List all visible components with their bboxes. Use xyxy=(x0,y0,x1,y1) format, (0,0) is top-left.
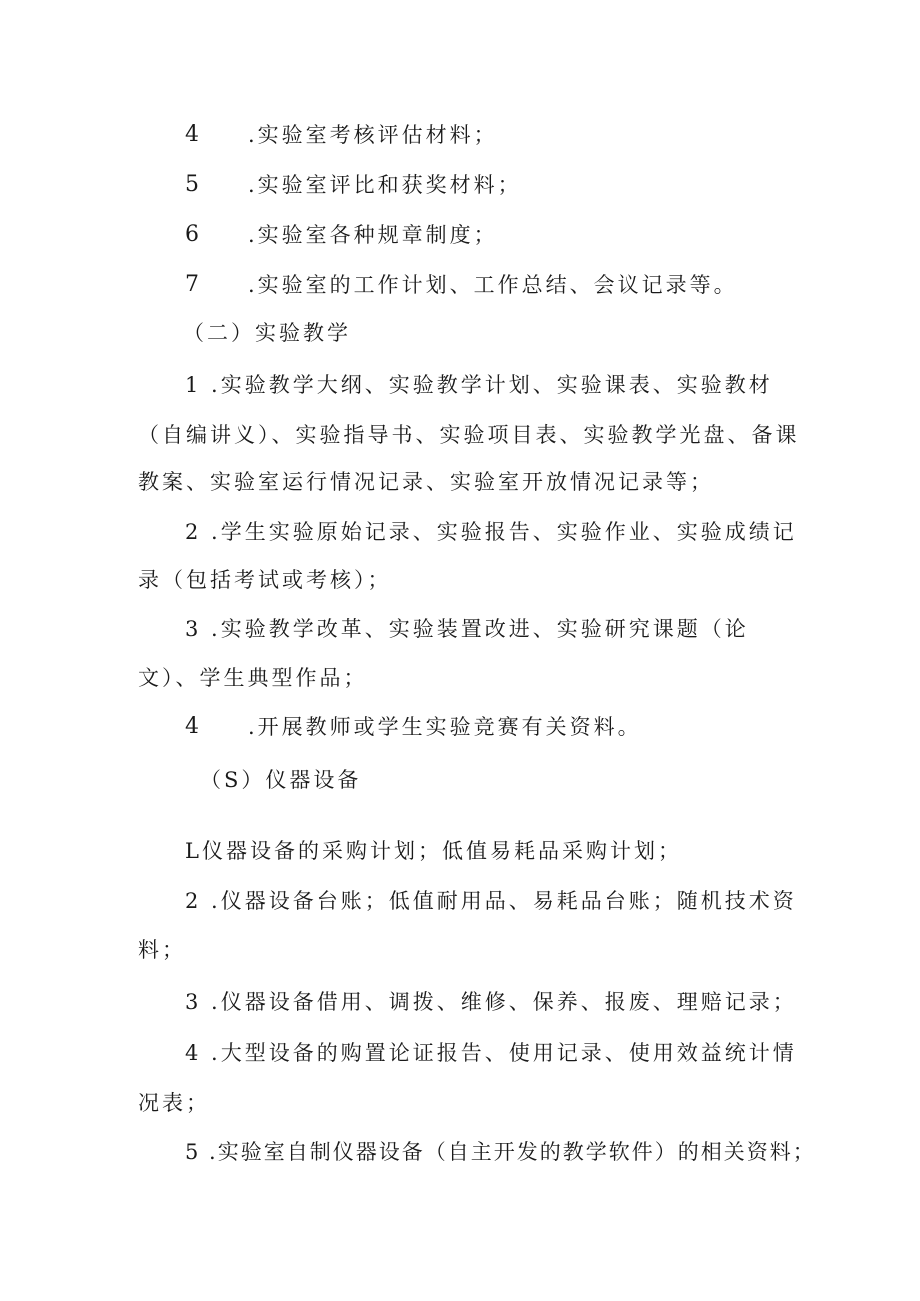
list-item-number: 7 xyxy=(185,272,199,297)
paragraph-line: 1 .实验教学大纲、实验教学计划、实验课表、实验教材 xyxy=(185,373,773,397)
section-heading: （二）实验教学 xyxy=(183,321,351,345)
paragraph-line: 2 .学生实验原始记录、实验报告、实验作业、实验成绩记 xyxy=(185,520,797,544)
paragraph-line: 文）、学生典型作品； xyxy=(138,666,368,690)
paragraph-line: 录（包括考试或考核）； xyxy=(138,568,392,592)
list-item-number: 5 xyxy=(185,172,199,197)
list-item-text: .实验室各种规章制度； xyxy=(248,223,498,247)
list-item-text: .开展教师或学生实验竞赛有关资料。 xyxy=(248,715,642,739)
paragraph-line: 4 .大型设备的购置论证报告、使用记录、使用效益统计情 xyxy=(185,1041,797,1065)
paragraph-line: 料； xyxy=(138,938,186,962)
list-item-number: 4 xyxy=(185,122,199,147)
paragraph-line: （自编讲义）、实验指导书、实验项目表、实验教学光盘、备课 xyxy=(138,423,800,447)
list-item-text: .实验室考核评估材料； xyxy=(248,123,498,147)
paragraph-line: 3 .仪器设备借用、调拨、维修、保养、报废、理赔记录； xyxy=(185,990,797,1014)
list-item-text: .实验室的工作计划、工作总结、会议记录等。 xyxy=(248,273,738,297)
paragraph-line: 2 .仪器设备台账；低值耐用品、易耗品台账；随机技术资 xyxy=(185,889,797,913)
paragraph-line: 教案、实验室运行情况记录、实验室开放情况记录等； xyxy=(138,470,714,494)
paragraph-line: L仪器设备的采购计划；低值易耗品采购计划； xyxy=(185,839,682,863)
list-item-number: 6 xyxy=(185,222,199,247)
paragraph-line: 5 .实验室自制仪器设备（自主开发的教学软件）的相关资料； xyxy=(185,1140,816,1164)
list-item-number: 4 xyxy=(185,714,199,739)
paragraph-line: 3 .实验教学改革、实验装置改进、实验研究课题（论 xyxy=(185,617,749,641)
section-heading: （S）仪器设备 xyxy=(200,768,362,792)
list-item-text: .实验室评比和获奖材料； xyxy=(248,173,522,197)
paragraph-line: 况表； xyxy=(138,1091,210,1115)
